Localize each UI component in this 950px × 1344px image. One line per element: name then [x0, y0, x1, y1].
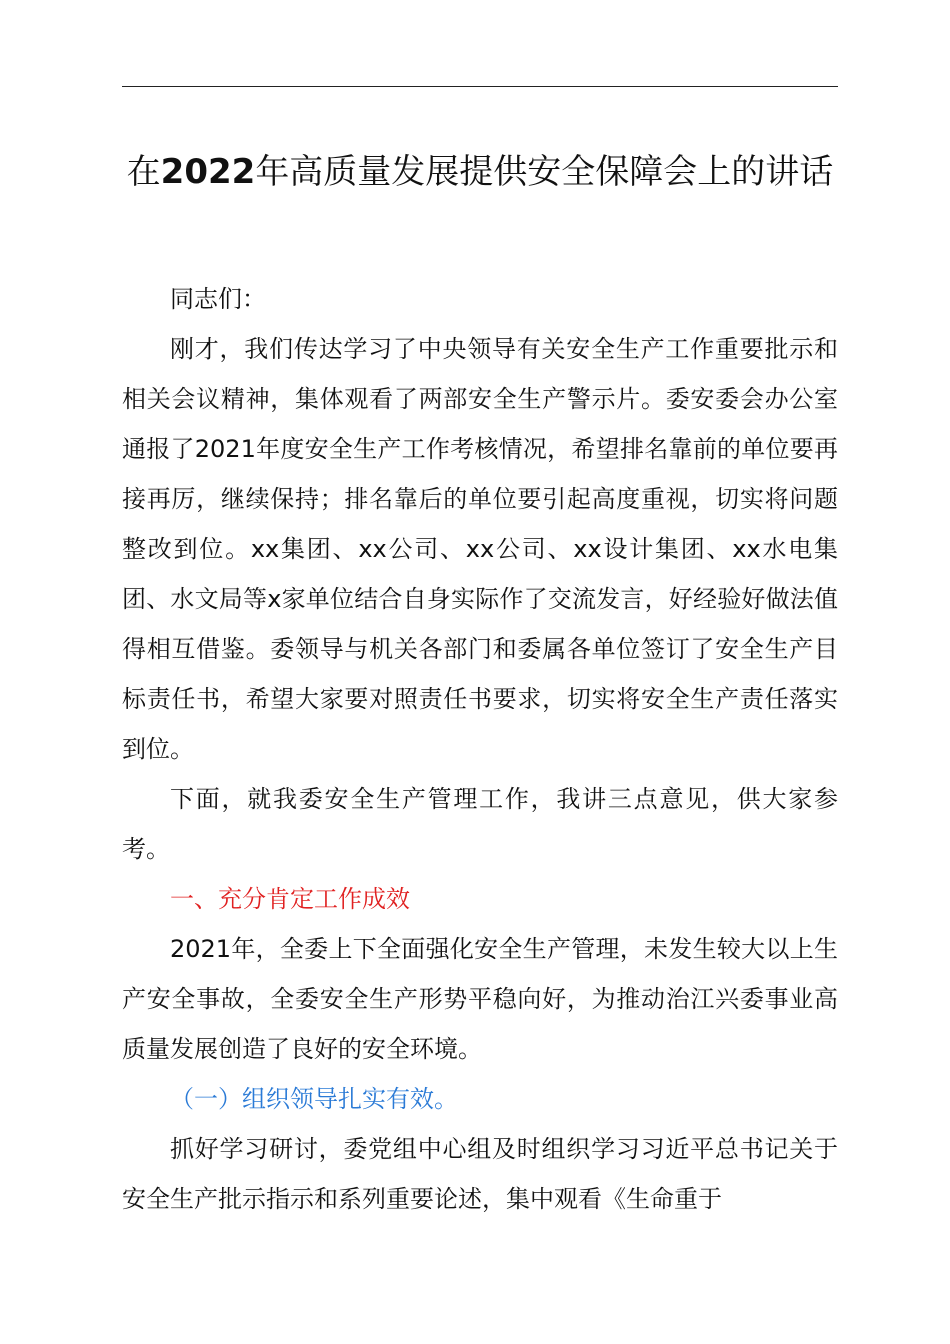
paragraph-3: 2021年，全委上下全面强化安全生产管理，未发生较大以上生产安全事故，全委安全生产形势平稳向好，为推动治江兴委事业高质量发展创造了良好的安全环境。 [122, 935, 838, 1063]
section-heading-1: 一、充分肯定工作成效 [170, 885, 410, 913]
paragraph-2: 下面，就我委安全生产管理工作，我讲三点意见，供大家参考。 [122, 785, 838, 863]
paragraph-4: 抓好学习研讨，委党组中心组及时组织学习习近平总书记关于安全生产批示指示和系列重要论述，集中观看《生命重于 [122, 1135, 838, 1213]
title-prefix: 在 [126, 152, 161, 192]
document-body [122, 274, 838, 1224]
greeting: 同志们： [170, 285, 266, 313]
document-title [110, 146, 850, 198]
paragraph-1: 刚才，我们传达学习了中央领导有关安全生产工作重要批示和相关会议精神，集体观看了两部安全生产警示片。委安委会办公室通报了2021年度安全生产工作考核情况，希望排名靠前的单位要再接再厉，继续保持；排名靠后的单位要引起高度重视，切实将问题整改到位。xx集团、xx公司、xx公司、xx设计集团、xx水电集团、水文局等x家单位结合自身实际作了交流发言，好经验好做法值得相互借鉴。委领导与机关各部门和委属各单位签订了安全生产目标责任书，希望大家要对照责任书要求，切实将安全生产责任落实到位。 [122, 335, 838, 763]
title-year: 2022 [160, 152, 256, 192]
subsection-heading-1: （一）组织领导扎实有效。 [170, 1085, 458, 1113]
title-suffix: 年高质量发展提供安全保障会上的讲话 [255, 152, 834, 192]
top-rule [122, 86, 838, 87]
